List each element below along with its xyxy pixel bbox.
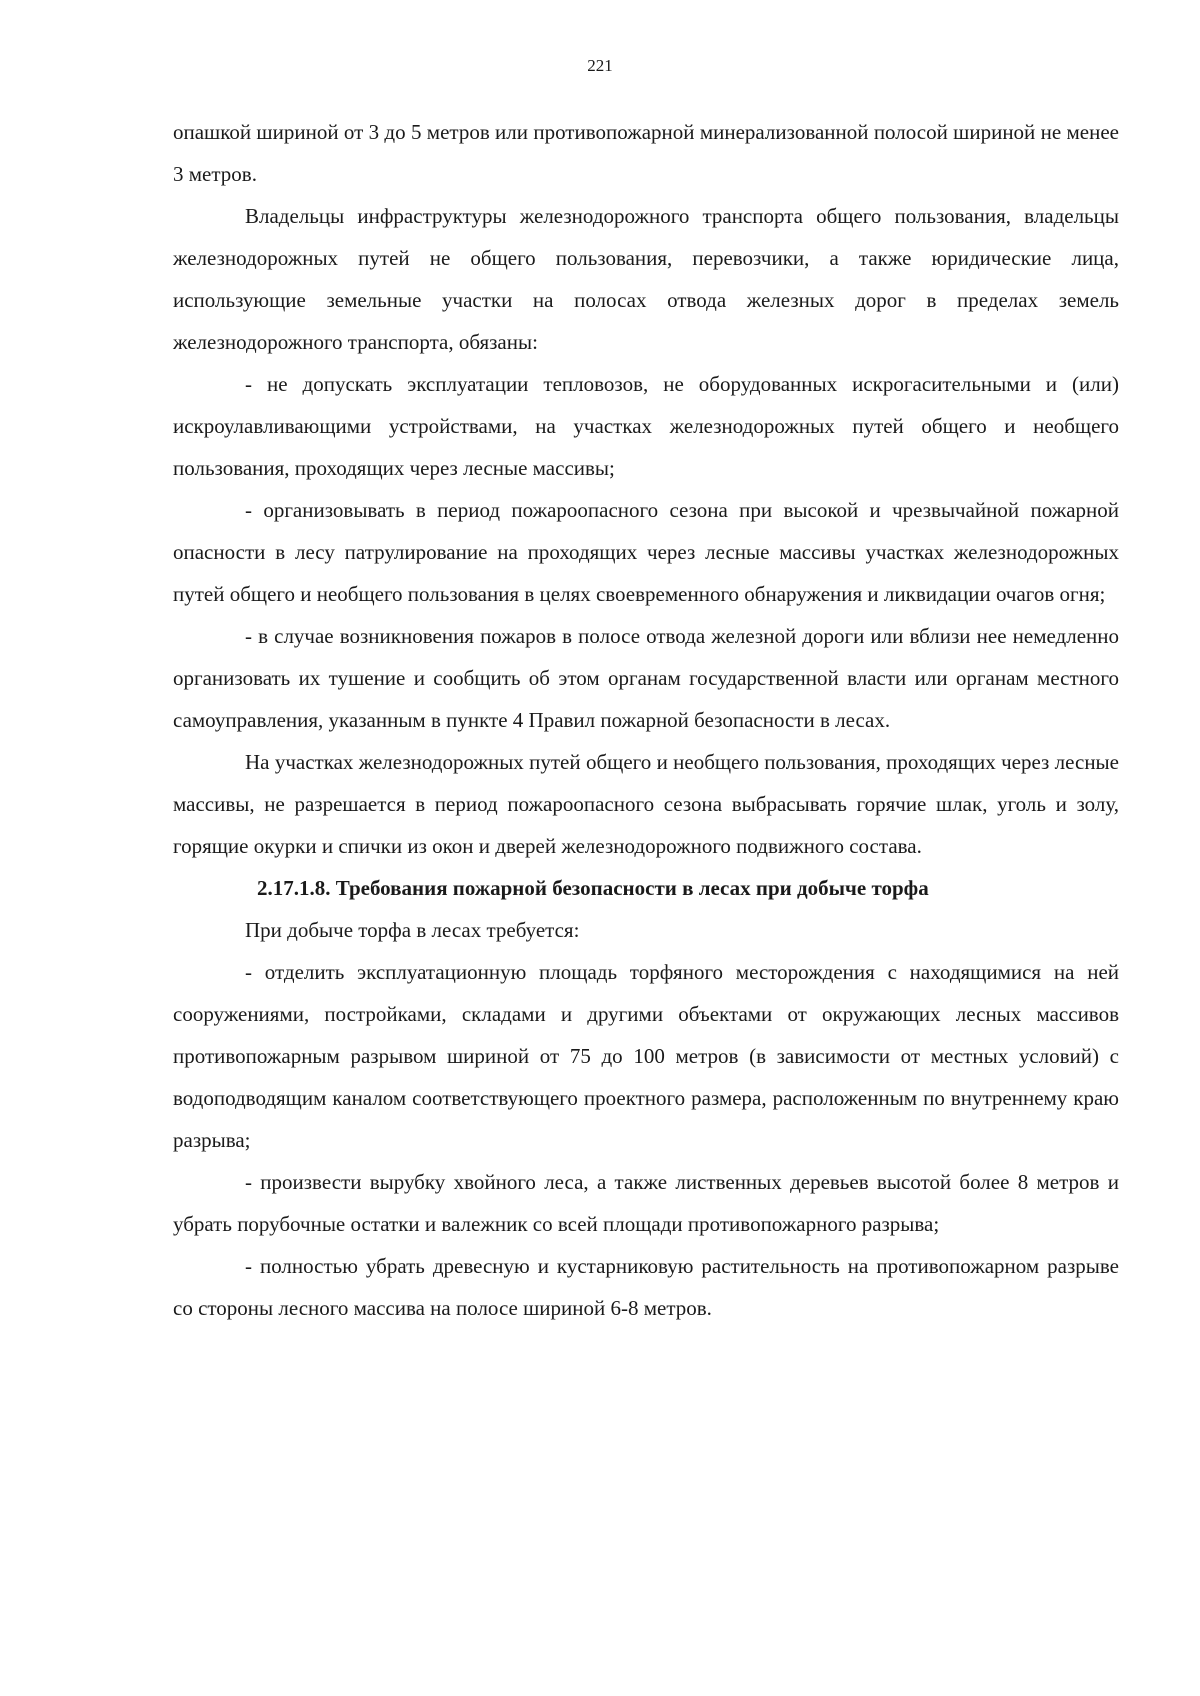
paragraph: Владельцы инфраструктуры железнодорожного транспорта общего пользования, владельцы железнодорожных путей не общего пользования, перевозчики, а также юридические лица, использующие земельные участки на полосах отвода железных дорог в пределах земель железнодорожного транспорта, обязаны: (173, 204, 1119, 354)
paragraph: При добыче торфа в лесах требуется: (245, 918, 580, 942)
paragraph: - в случае возникновения пожаров в полосе отвода железной дороги или вблизи нее немедленно организовать их тушение и сообщить об этом органам государственной власти или органам местного самоуправления, указанным в пункте 4 Правил пожарной безопасности в лесах. (173, 624, 1119, 732)
page-number: 221 (587, 56, 613, 75)
paragraph: - не допускать эксплуатации тепловозов, не оборудованных искрогасительными и (или) искроулавливающими устройствами, на участках железнодорожных путей общего и необщего пользования, проходящих через лесные массивы; (173, 372, 1119, 480)
paragraph: На участках железнодорожных путей общего и необщего пользования, проходящих через лесные массивы, не разрешается в период пожароопасного сезона выбрасывать горячие шлак, уголь и золу, горящие окурки и спички из окон и дверей железнодорожного подвижного состава. (173, 750, 1119, 858)
paragraph: - произвести вырубку хвойного леса, а также лиственных деревьев высотой более 8 метров и убрать порубочные остатки и валежник со всей площади противопожарного разрыва; (173, 1170, 1119, 1236)
paragraph: опашкой шириной от 3 до 5 метров или противопожарной минерализованной полосой шириной не менее 3 метров. (173, 120, 1119, 186)
paragraphs-after-heading (173, 909, 1119, 1329)
section-heading: 2.17.1.8. Требования пожарной безопасности в лесах при добыче торфа (257, 876, 929, 900)
paragraph: - отделить эксплуатационную площадь торфяного месторождения с находящимися на ней сооружениями, постройками, складами и другими объектами от окружающих лесных массивов противопожарным разрывом шириной от 75 до 100 метров (в зависимости от местных условий) с водоподводящим каналом соответствующего проектного размера, расположенным по внутреннему краю разрыва; (173, 960, 1119, 1152)
paragraphs-before-heading (173, 111, 1119, 867)
paragraph: - организовывать в период пожароопасного сезона при высокой и чрезвычайной пожарной опасности в лесу патрулирование на проходящих через лесные массивы участках железнодорожных путей общего и необщего пользования в целях своевременного обнаружения и ликвидации очагов огня; (173, 498, 1119, 606)
page-body (173, 111, 1119, 1329)
paragraph: - полностью убрать древесную и кустарниковую растительность на противопожарном разрыве со стороны лесного массива на полосе шириной 6-8 метров. (173, 1254, 1119, 1320)
